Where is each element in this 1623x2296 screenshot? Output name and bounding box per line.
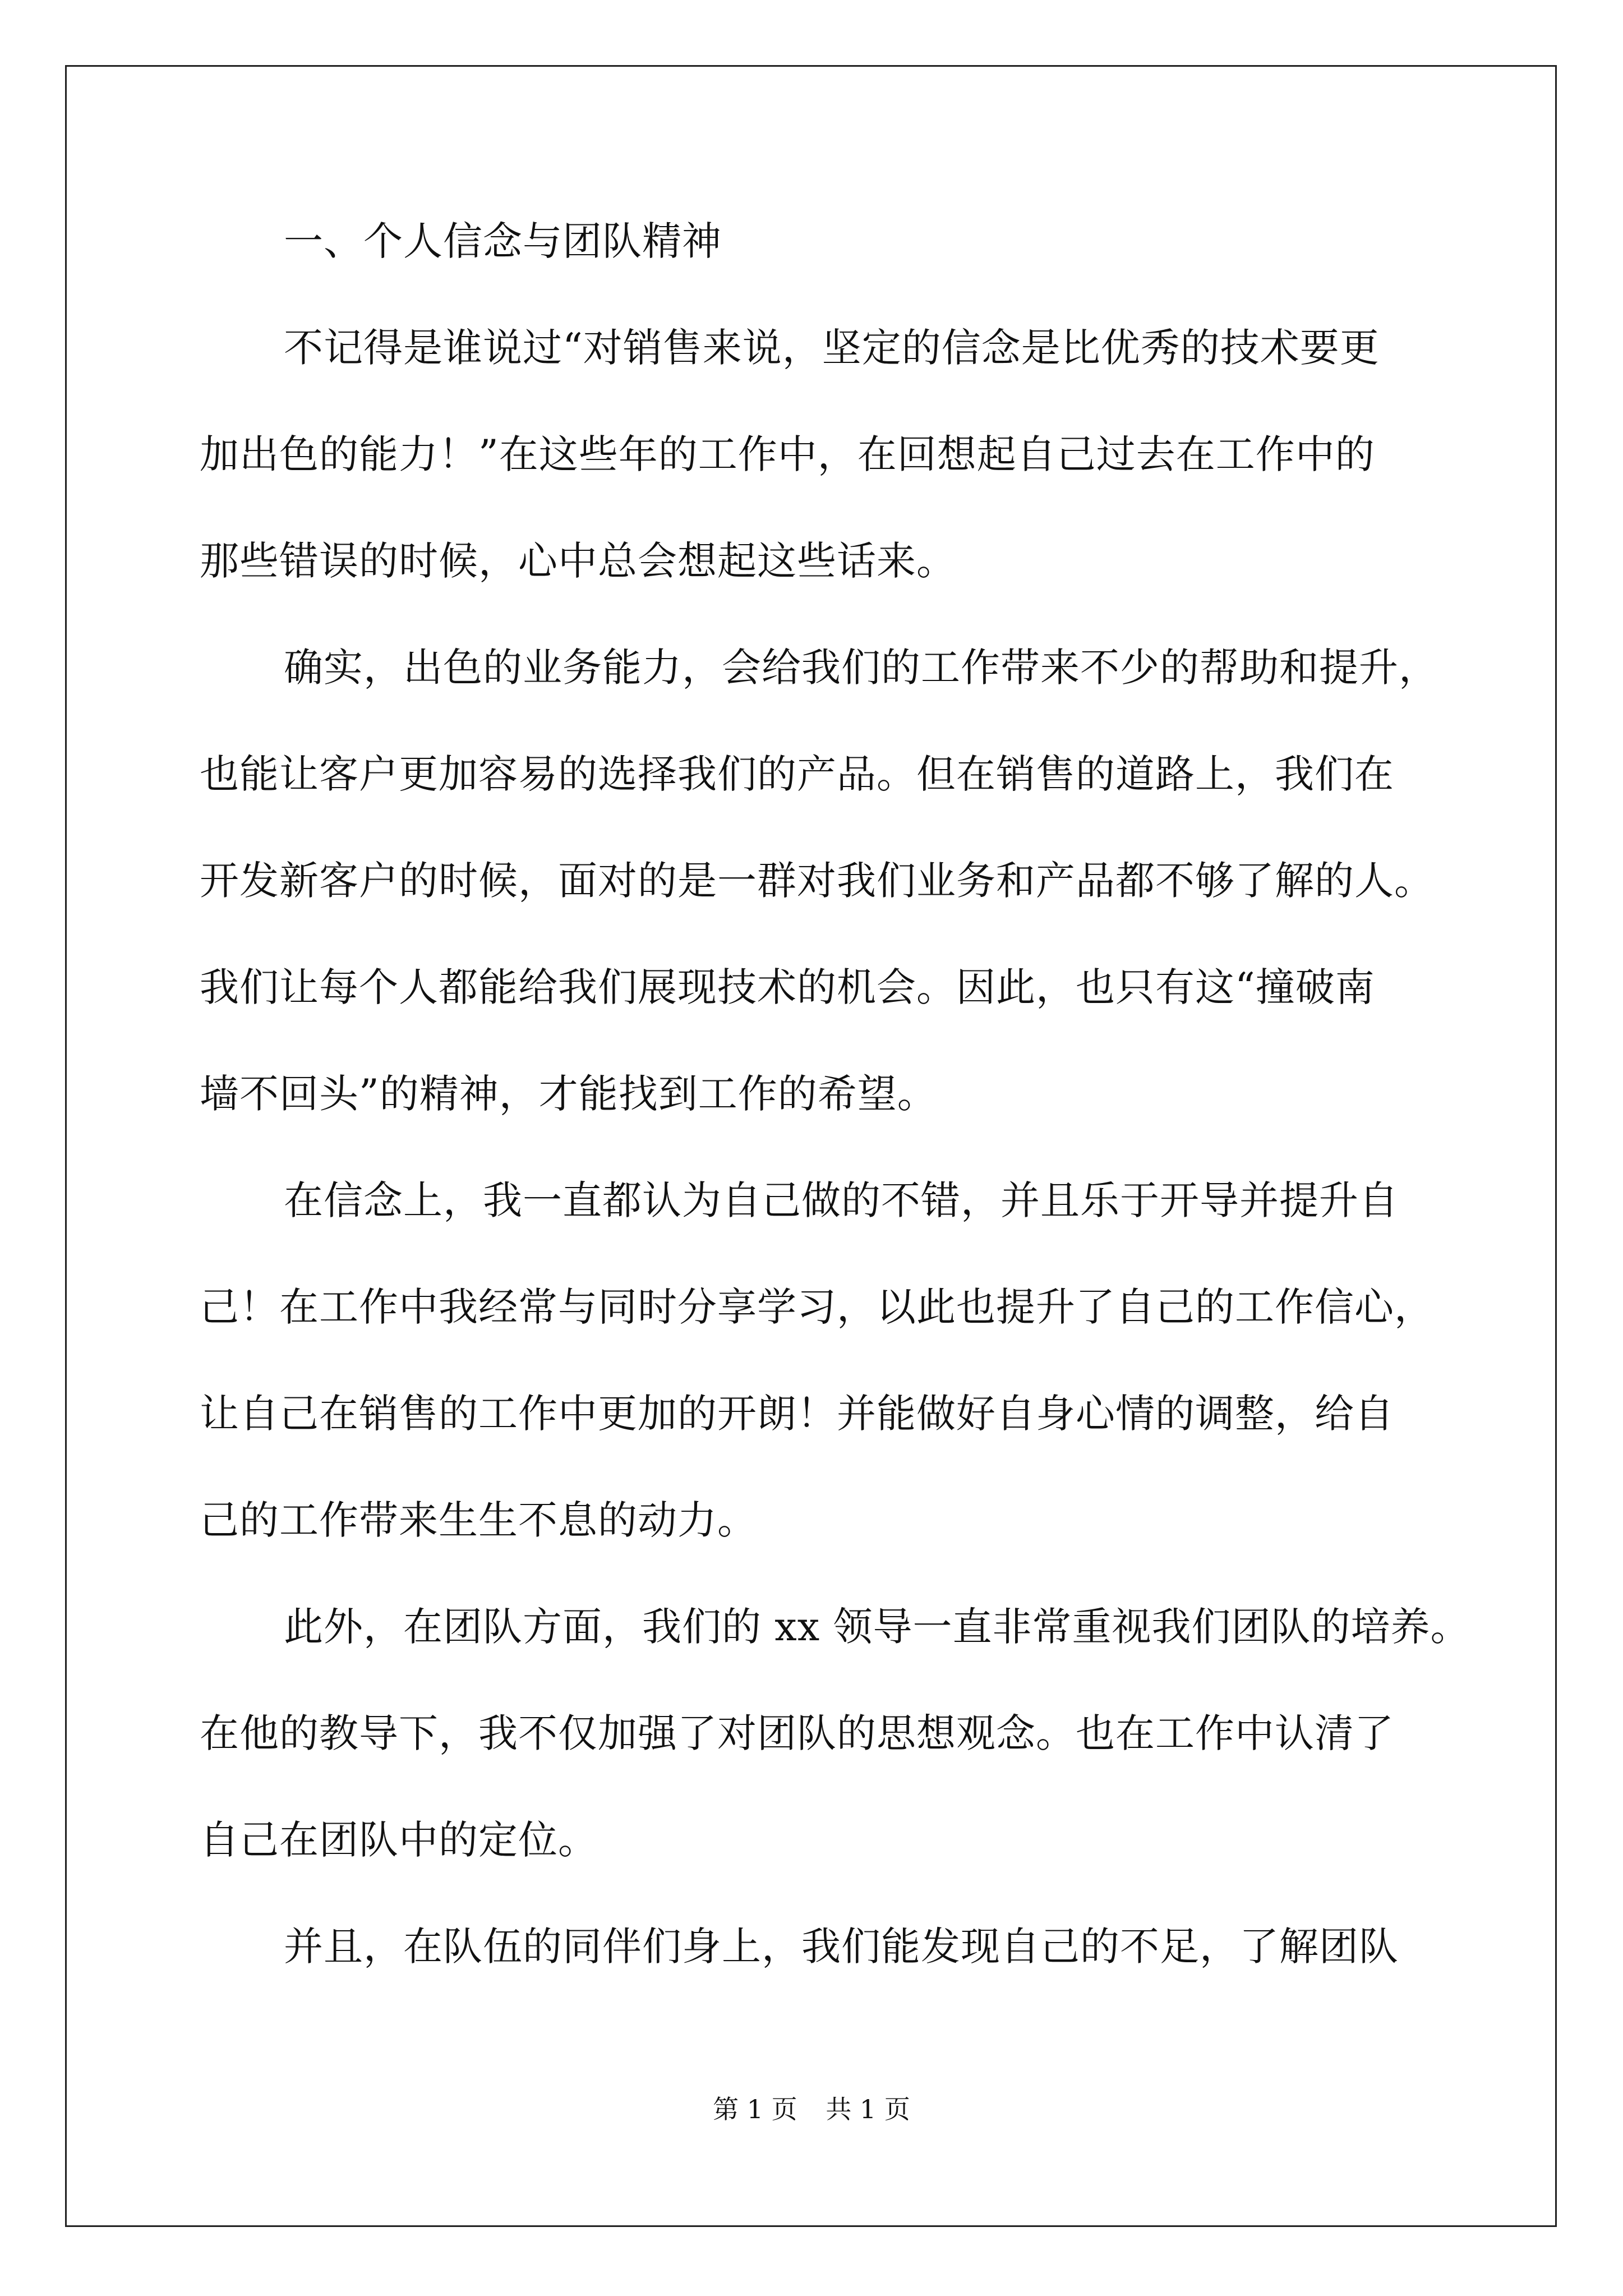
- page-footer: [0, 2092, 1623, 2126]
- paragraph-line: 己的工作带来生生不息的动力。: [200, 1497, 757, 1543]
- section-heading: 一、个人信念与团队精神: [284, 218, 722, 264]
- page-border: [65, 65, 1557, 2227]
- paragraph-line: 并且，在队伍的同伴们身上，我们能发现自己的不足，了解团队: [284, 1924, 1399, 1970]
- paragraph-line: 墙不回头”的精神，才能找到工作的希望。: [200, 1071, 937, 1117]
- paragraph-line: 开发新客户的时候，面对的是一群对我们业务和产品都不够了解的人。: [200, 858, 1434, 904]
- page-number: 第 1 页: [713, 2094, 797, 2124]
- paragraph-line: 那些错误的时候，心中总会想起这些话来。: [200, 538, 956, 584]
- paragraph-line: 在他的教导下，我不仅加强了对团队的思想观念。也在工作中认清了: [200, 1710, 1394, 1756]
- paragraph-line: 让自己在销售的工作中更加的开朗！并能做好自身心情的调整，给自: [200, 1391, 1394, 1437]
- paragraph-line: 也能让客户更加容易的选择我们的产品。但在销售的道路上，我们在: [200, 751, 1394, 797]
- paragraph-line: 加出色的能力！”在这些年的工作中，在回想起自己过去在工作中的: [200, 431, 1375, 477]
- paragraph-line: 自己在团队中的定位。: [200, 1817, 598, 1863]
- paragraph-line: 确实，出色的业务能力，会给我们的工作带来不少的帮助和提升，: [284, 645, 1438, 691]
- paragraph-line: 己！在工作中我经常与同时分享学习，以此也提升了自己的工作信心，: [200, 1284, 1434, 1330]
- paragraph-line: 我们让每个人都能给我们展现技术的机会。因此，也只有这“撞破南: [200, 964, 1375, 1010]
- paragraph-line: 不记得是谁说过“对销售来说，坚定的信念是比优秀的技术要更: [284, 325, 1380, 371]
- paragraph-line: 此外，在团队方面，我们的 xx 领导一直非常重视我们团队的培养。: [284, 1604, 1470, 1650]
- paragraph-line: 在信念上，我一直都认为自己做的不错，并且乐于开导并提升自: [284, 1177, 1399, 1223]
- page-total: 共 1 页: [826, 2094, 910, 2124]
